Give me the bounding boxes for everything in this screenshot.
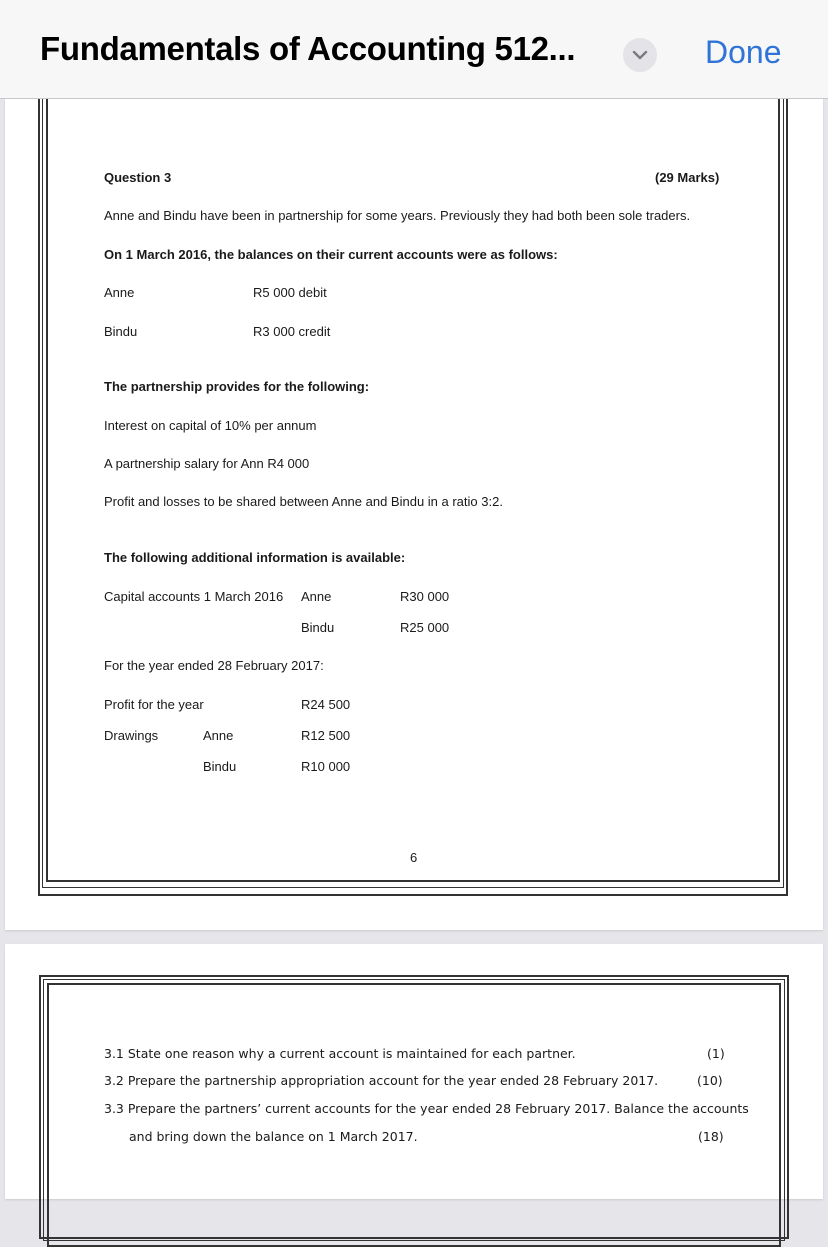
balance-value-anne: R5 000 debit (253, 285, 327, 300)
additional-info-heading: The following additional information is available: (104, 550, 406, 565)
capital-name-anne: Anne (301, 589, 332, 604)
drawings-label: Drawings (104, 728, 159, 743)
balance-name-bindu: Bindu (104, 324, 138, 339)
provision-item: Profit and losses to be shared between Anne and Bindu in a ratio 3:2. (104, 494, 503, 509)
document-title: Fundamentals of Accounting 512... (40, 30, 576, 67)
capital-value-anne: R30 000 (400, 589, 450, 604)
question-title: Question 3 (104, 170, 172, 185)
provisions-heading: The partnership provides for the following: (104, 379, 370, 394)
intro-text: Anne and Bindu have been in partnership for some years. Previously they had both been sole traders. (104, 208, 691, 223)
title-menu-button[interactable] (623, 38, 657, 72)
drawings-name-bindu: Bindu (203, 759, 237, 774)
question-3-3-marks: (18) (698, 1129, 724, 1144)
profit-value: R24 500 (301, 697, 351, 712)
balance-value-bindu: R3 000 credit (253, 324, 331, 339)
question-3-3: 3.3 Prepare the partners’ current accounts for the year ended 28 February 2017. Balance the accounts (104, 1101, 749, 1116)
document-page-6 (5, 98, 823, 930)
capital-value-bindu: R25 000 (400, 620, 450, 635)
balances-heading: On 1 March 2016, the balances on their current accounts were as follows: (104, 247, 558, 262)
provision-item: A partnership salary for Ann R4 000 (104, 456, 310, 471)
balance-name-anne: Anne (104, 285, 135, 300)
drawings-value-anne: R12 500 (301, 728, 351, 743)
page-number: 6 (410, 850, 418, 865)
capital-name-bindu: Bindu (301, 620, 335, 635)
provision-item: Interest on capital of 10% per annum (104, 418, 317, 433)
drawings-value-bindu: R10 000 (301, 759, 351, 774)
question-3-1: 3.1 State one reason why a current account is maintained for each partner. (104, 1046, 576, 1061)
document-page-7 (5, 944, 823, 1199)
capital-label: Capital accounts 1 March 2016 (104, 589, 284, 604)
question-marks: (29 Marks) (655, 170, 720, 185)
drawings-name-anne: Anne (203, 728, 234, 743)
question-3-2: 3.2 Prepare the partnership appropriation account for the year ended 28 February 2017. (104, 1073, 659, 1088)
question-3-2-marks: (10) (697, 1073, 723, 1088)
done-button[interactable]: Done (705, 34, 782, 70)
question-3-1-marks: (1) (707, 1046, 725, 1061)
profit-label: Profit for the year (104, 697, 204, 712)
question-3-3-continued: and bring down the balance on 1 March 2017. (129, 1129, 418, 1144)
chevron-down-icon (632, 50, 648, 60)
navigation-bar (0, 0, 828, 99)
year-label: For the year ended 28 February 2017: (104, 658, 324, 673)
